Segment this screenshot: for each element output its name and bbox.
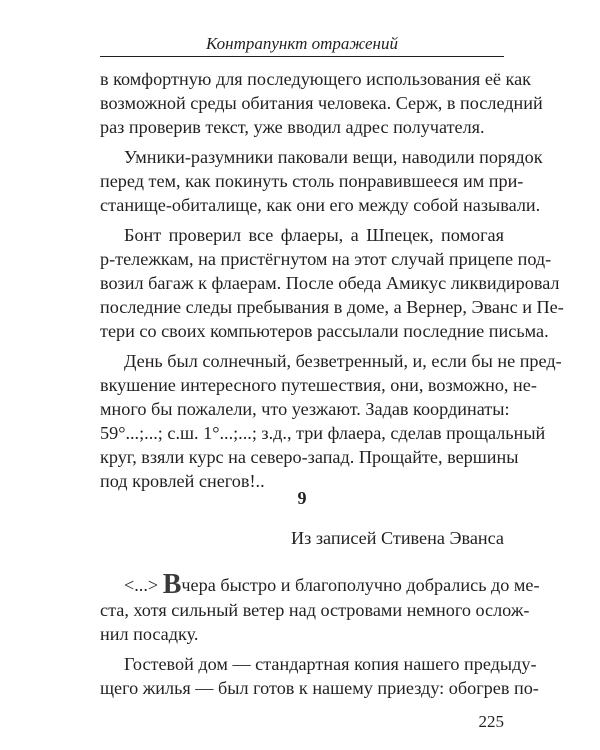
text-line: последние следы пребывания в доме, а Вернер, Эванс и Пе- xyxy=(100,297,564,317)
text-line: станище-обиталище, как они его между собой называли. xyxy=(100,195,541,215)
text-line: тери со своих компьютеров рассылали последние письма. xyxy=(100,321,549,341)
chapter-epigraph: Из записей Стивена Эванса xyxy=(290,528,504,548)
text-line: Умники-разумники паковали вещи, наводили порядок xyxy=(124,147,543,167)
text-line: возможной среды обитания человека. Серж, в последний xyxy=(100,93,543,113)
text-line: перед тем, как покинуть столь понравившееся им при- xyxy=(100,171,524,191)
text-line: 59°...;...; с.ш. 1°...;...; з.д., три флаера, сделав прощальный xyxy=(100,423,546,443)
text-line: раз проверив текст, уже вводил адрес получателя. xyxy=(100,117,485,137)
text-line: нил посадку. xyxy=(100,624,199,644)
text-line: ста, хотя сильный ветер над островами немного ослож- xyxy=(100,600,530,620)
text-fragment: чера быстро и благополучно добрались до ме- xyxy=(181,575,540,595)
text-line: р-тележкам, на пристёгнутом на этот случай прицепе под- xyxy=(100,249,552,269)
page-number: 225 xyxy=(478,712,504,731)
chapter-first-line xyxy=(100,569,540,600)
ellipsis-marker: <...> xyxy=(124,575,163,595)
text-line: возил багаж к флаерам. После обеда Амикус ликвидировал xyxy=(100,273,560,293)
text-line: щего жилья — был готов к нашему приезду: обогрев по- xyxy=(100,678,539,698)
text-line: вкушение интересного путешествия, они, возможно, не- xyxy=(100,375,537,395)
running-title: Контрапункт отражений xyxy=(206,34,398,53)
text-line: Бонт проверил все флаеры, а Шпецек, помогая xyxy=(124,225,504,245)
text-line: круг, взяли курс на северо-запад. Прощайте, вершины xyxy=(100,447,519,467)
text-line: в комфортную для последующего использования её как xyxy=(100,69,532,89)
dropcap-letter: В xyxy=(162,569,182,600)
text-line: много бы пожалели, что уезжают. Задав координаты: xyxy=(100,399,510,419)
text-line: День был солнечный, безветренный, и, если бы не пред- xyxy=(124,351,562,371)
chapter-number: 9 xyxy=(297,488,307,508)
header-rule xyxy=(100,56,504,57)
text-line: под кровлей снегов!.. xyxy=(100,471,265,491)
text-line: Гостевой дом — стандартная копия нашего предыду- xyxy=(124,654,537,674)
